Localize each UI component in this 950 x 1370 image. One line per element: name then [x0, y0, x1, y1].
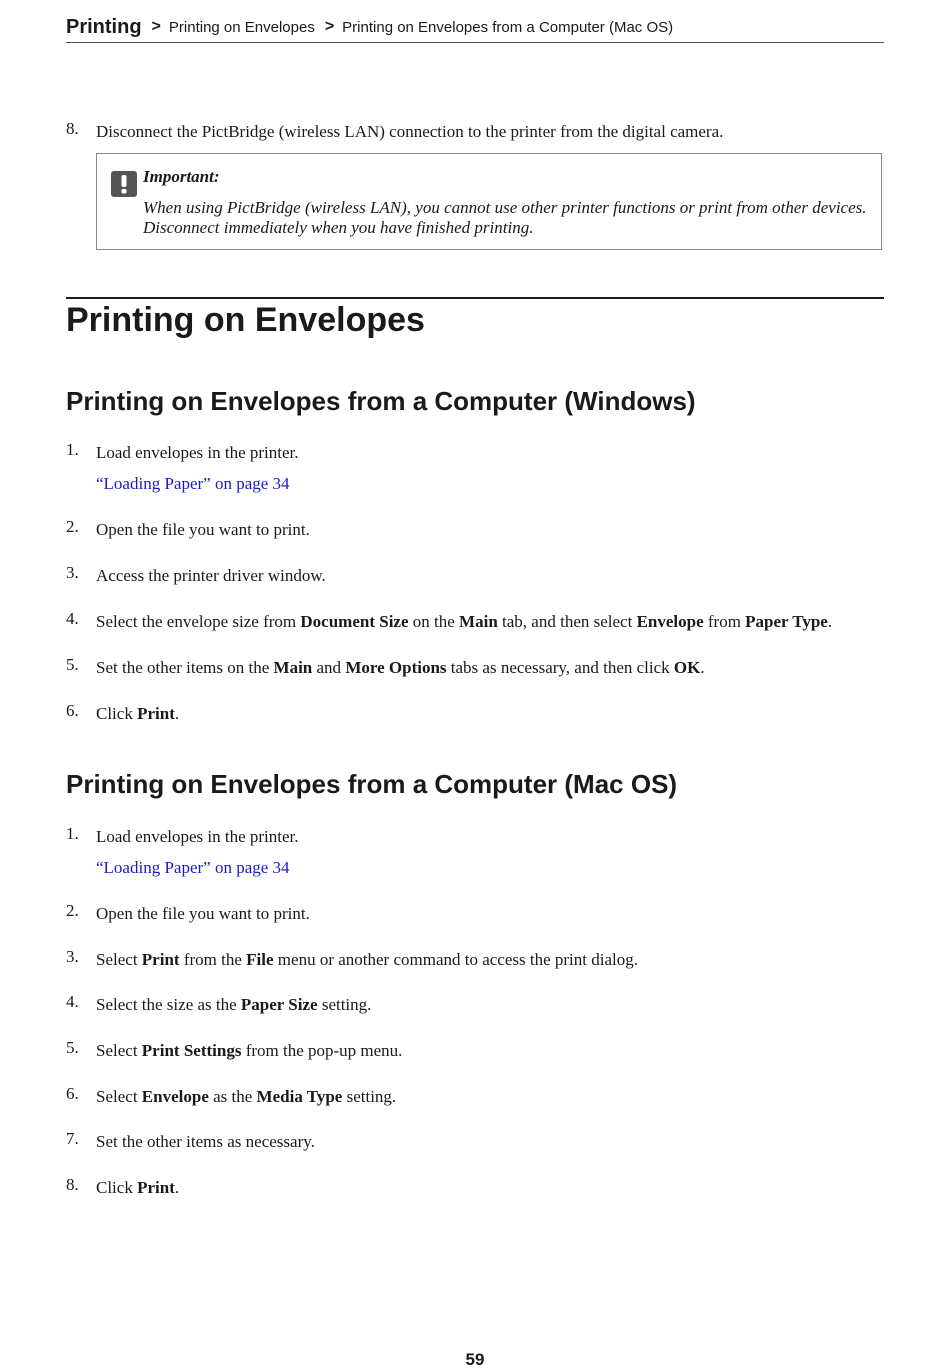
step-number: 8.	[66, 1175, 79, 1194]
step-text: Open the file you want to print.	[96, 520, 310, 539]
breadcrumb-level2[interactable]: Printing on Envelopes from a Computer (Mac OS)	[342, 18, 674, 36]
step-number: 2.	[66, 901, 79, 920]
step-number: 3.	[66, 563, 79, 582]
step-text: Click Print.	[96, 1178, 180, 1197]
step-text: Set the other items as necessary.	[96, 1132, 315, 1151]
breadcrumb-separator: >	[151, 18, 161, 35]
breadcrumb	[66, 12, 884, 43]
step-text: Click Print.	[96, 704, 180, 723]
step-number: 5.	[66, 655, 79, 674]
step-text: Load envelopes in the printer.	[96, 827, 299, 846]
important-line: When using PictBridge (wireless LAN), you cannot use other printer functions or print from other devices.	[143, 198, 867, 217]
step-text: Set the other items on the Main and More Options tabs as necessary, and then click OK.	[96, 658, 705, 677]
step-number: 2.	[66, 517, 79, 536]
section-title: Printing on Envelopes	[66, 301, 425, 339]
loading-paper-link[interactable]: “Loading Paper” on page 34	[96, 858, 290, 877]
step-text: Select the envelope size from Document Size on the Main tab, and then select Envelope from Paper Type.	[96, 612, 833, 631]
breadcrumb-separator: >	[324, 18, 335, 35]
step-number: 6.	[66, 1084, 79, 1103]
step-number: 4.	[66, 992, 79, 1011]
step-number: 5.	[66, 1038, 79, 1057]
step-text: Open the file you want to print.	[96, 904, 310, 923]
important-body	[143, 198, 873, 238]
step-text: Disconnect the PictBridge (wireless LAN) connection to the printer from the digital camera.	[96, 122, 724, 141]
step-text: Select Envelope as the Media Type setting.	[96, 1087, 397, 1106]
step-number: 4.	[66, 609, 79, 628]
windows-heading: Printing on Envelopes from a Computer (Windows)	[66, 386, 696, 416]
important-note	[96, 153, 882, 250]
step-text: Select Print Settings from the pop-up menu.	[96, 1041, 403, 1060]
step-number: 8.	[66, 119, 79, 138]
step-number: 7.	[66, 1129, 79, 1148]
loading-paper-link[interactable]: “Loading Paper” on page 34	[96, 474, 290, 493]
step-text: Select the size as the Paper Size setting.	[96, 995, 372, 1014]
step-number: 6.	[66, 701, 79, 720]
step-text: Load envelopes in the printer.	[96, 443, 299, 462]
important-title: Important:	[143, 167, 220, 186]
step-number: 1.	[66, 824, 79, 843]
step-number: 3.	[66, 947, 79, 966]
breadcrumb-level1[interactable]: Printing on Envelopes	[168, 18, 315, 36]
page-number: 59	[465, 1350, 485, 1369]
mac-heading: Printing on Envelopes from a Computer (Mac OS)	[66, 769, 678, 799]
step-number: 1.	[66, 440, 79, 459]
breadcrumb-root[interactable]: Printing	[66, 15, 142, 38]
exclamation-icon	[111, 171, 137, 197]
step-text: Select Print from the File menu or another command to access the print dialog.	[96, 950, 638, 969]
section-divider	[66, 297, 884, 299]
step-text: Access the printer driver window.	[96, 566, 326, 585]
important-line: Disconnect immediately when you have finished printing.	[143, 218, 534, 237]
